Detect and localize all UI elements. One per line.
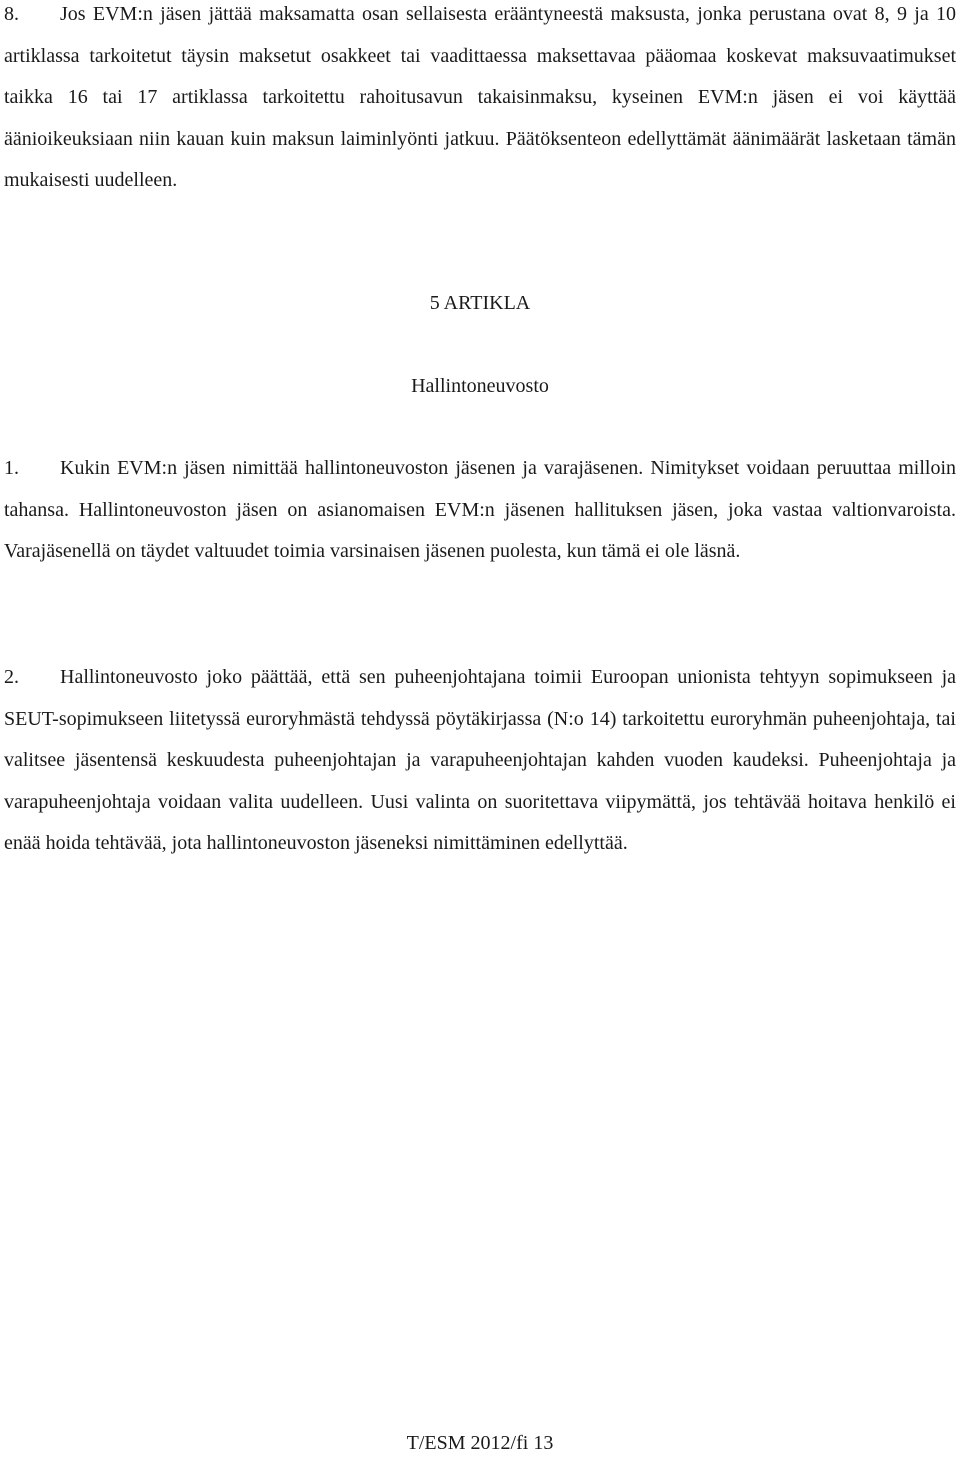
- paragraph-text: Hallintoneuvosto joko päättää, että sen puheenjohtajana toimii Euroopan unionista tehtyyn sopimukseen ja SEUT-sopimukseen liitetyssä euroryhmästä tehdyssä pöytäkirjassa (N:o 14) tarkoitettu euroryhmän puheenjohtaja, tai valitsee jäsentensä keskuudesta puheenjohtajan ja varapuheenjohtajan kahden vuoden kaudeksi. Puheenjohtaja ja varapuheenjohtaja voidaan valita uudelleen. Uusi valinta on suoritettava viipymättä, jos tehtävää hoitava henkilö ei enää hoida tehtävää, jota hallintoneuvoston jäseneksi nimittäminen edellyttää.: [4, 666, 956, 855]
- paragraph-number: 2.: [4, 666, 19, 688]
- article-title: 5 ARTIKLA: [429, 292, 531, 314]
- article-subtitle: Hallintoneuvosto: [411, 375, 549, 397]
- paragraph-text: Kukin EVM:n jäsen nimittää hallintoneuvoston jäsenen ja varajäsenen. Nimitykset voidaan peruuttaa milloin tahansa. Hallintoneuvoston jäsen on asianomaisen EVM:n jäsenen hallituksen jäsen, joka vastaa valtionvaroista. Varajäsenellä on täydet valtuudet toimia varsinaisen jäsenen puolesta, kun tämä ei ole läsnä.: [4, 457, 956, 563]
- footer-reference: T/ESM 2012/fi 13: [406, 1432, 554, 1454]
- paragraph-8: [4, 0, 956, 202]
- paragraph-number: 8.: [4, 3, 19, 25]
- paragraph-text: Jos EVM:n jäsen jättää maksamatta osan sellaisesta erääntyneestä maksusta, jonka perustana ovat 8, 9 ja 10 artiklassa tarkoitetut täysin maksetut osakkeet tai vaadittaessa maksettavaa pääomaa koskevat maksuvaatimukset taikka 16 tai 17 artiklassa tarkoitettu rahoitusavun takaisinmaksu, kyseinen EVM:n jäsen ei voi käyttää äänioikeuksiaan niin kauan kuin maksun laiminlyönti jatkuu. Päätöksenteon edellyttämät äänimäärät lasketaan tämän mukaisesti uudelleen.: [4, 3, 956, 192]
- paragraph-number: 1.: [4, 457, 19, 479]
- paragraph-1: [4, 448, 956, 573]
- paragraph-2: [4, 657, 956, 865]
